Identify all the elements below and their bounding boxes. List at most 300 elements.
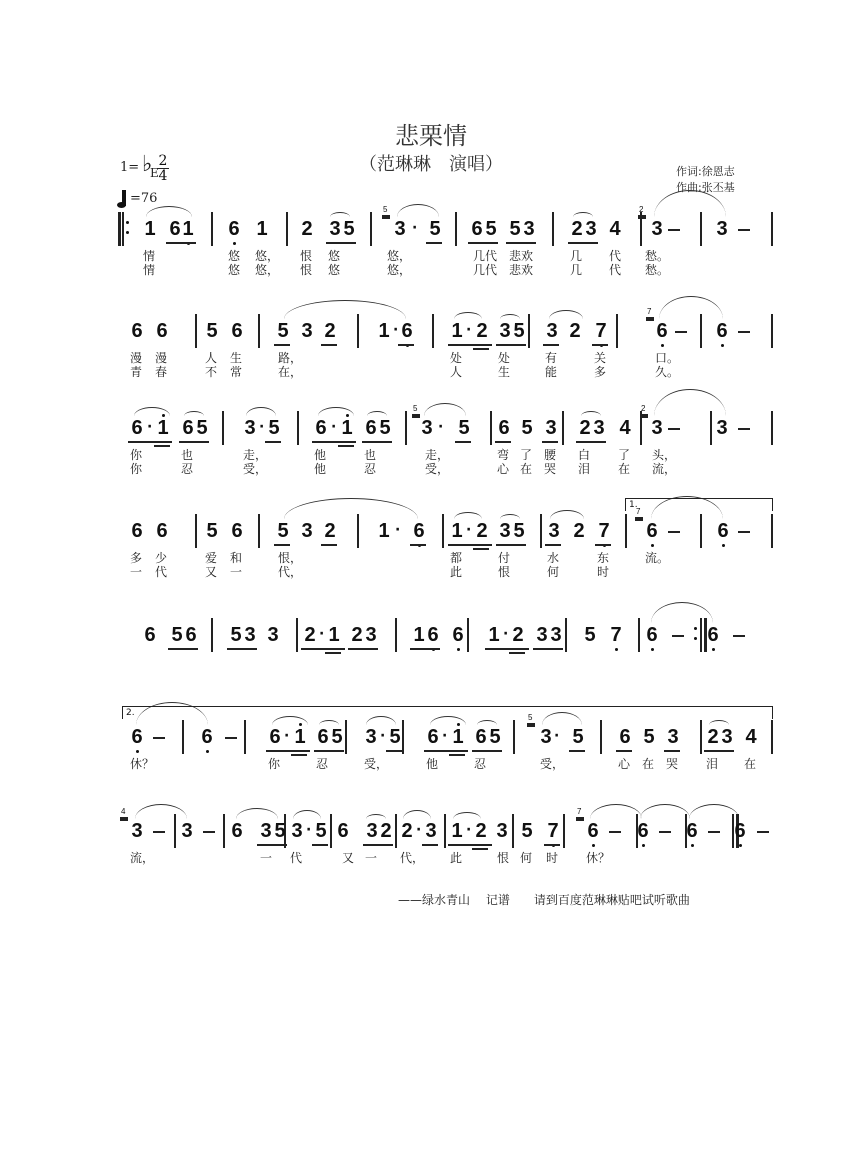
note: 7 (595, 320, 607, 342)
note: 4 (745, 726, 757, 748)
note: 5 (315, 820, 327, 842)
quarter-note-icon (122, 190, 126, 206)
lyric-syllable: 愁。 (645, 249, 670, 263)
beat-underline (348, 648, 378, 650)
lyric-syllable: 代 (155, 565, 168, 579)
note: 1 (451, 820, 463, 842)
slur-arc (550, 510, 584, 519)
beat-underline (410, 544, 426, 546)
note: 5 (274, 820, 286, 842)
sustain-dash (659, 831, 671, 833)
lyric-syllable: 口。 (655, 351, 680, 365)
sustain-dash (668, 428, 680, 430)
note: 3 (244, 417, 256, 439)
note: 2 (476, 320, 488, 342)
slur-arc (709, 720, 729, 725)
volta-label: 2. (126, 708, 135, 718)
lyric-syllable: 泪 (706, 757, 719, 771)
lyric-syllable: 处 (498, 351, 511, 365)
slur-arc (654, 389, 726, 416)
slur-arc (330, 212, 350, 217)
barline (395, 814, 397, 848)
augmentation-dot: · (380, 728, 386, 744)
note: 5 (513, 320, 525, 342)
beat-underline (473, 348, 489, 350)
augmentation-dot: · (554, 728, 560, 744)
lyric-syllable: 漫 (155, 351, 168, 365)
beat-underline (543, 344, 559, 346)
barline (195, 514, 197, 548)
note: 6 (475, 726, 487, 748)
lyric-syllable: 多 (130, 551, 143, 565)
transcriber-note: ——绿水青山 记谱 请到百度范琳琳贴吧试听歌曲 (398, 893, 690, 907)
augmentation-dot: · (503, 626, 509, 642)
time-signature (157, 154, 169, 183)
sustain-dash (757, 831, 769, 833)
sustain-dash (668, 531, 680, 533)
note: 3 (667, 726, 679, 748)
note: 5 (429, 218, 441, 240)
sustain-dash (738, 428, 750, 430)
lyric-syllable: 悲欢 (509, 249, 534, 263)
note: 3 (523, 218, 535, 240)
lyric-syllable: 悠， (387, 263, 412, 277)
lyric-syllable: 东 (597, 551, 610, 565)
slur-arc (184, 411, 204, 416)
lyric-syllable: 腰 (544, 448, 557, 462)
note: 6 (144, 624, 156, 646)
beat-underline (455, 441, 471, 443)
barline (771, 514, 773, 548)
note: 6 (587, 820, 599, 842)
note: 1 (488, 624, 500, 646)
lyric-syllable: 在 (744, 757, 757, 771)
beat-underline (485, 648, 529, 650)
slur-arc (284, 300, 406, 319)
note: 3 (301, 320, 313, 342)
score-row (0, 404, 862, 477)
key-signature (120, 152, 159, 180)
note: 6 (315, 417, 327, 439)
beat-underline (472, 750, 502, 752)
slur-arc (403, 810, 431, 819)
slur-arc (246, 407, 276, 416)
note: 2 (579, 417, 591, 439)
barline (771, 314, 773, 348)
note: 2 (301, 218, 313, 240)
note: 6 (131, 520, 143, 542)
note: 3 (545, 417, 557, 439)
note: 3 (301, 520, 313, 542)
slur-arc (454, 512, 482, 519)
sustain-dash (153, 737, 165, 739)
note: 6 (185, 624, 197, 646)
lyric-syllable: 代， (278, 565, 303, 579)
barline (771, 212, 773, 246)
beat-underline (265, 441, 281, 443)
grace-note: 5 (413, 404, 418, 413)
barline (258, 314, 260, 348)
note: 4 (619, 417, 631, 439)
slur-arc (397, 204, 439, 217)
lyric-syllable: 一 (130, 565, 143, 579)
slur-arc (640, 804, 690, 819)
beat-underline (257, 844, 287, 846)
beat-underline (386, 750, 402, 752)
lyric-syllable: 漫 (130, 351, 143, 365)
barline (330, 814, 332, 848)
beat-underline (569, 750, 585, 752)
note: 5 (485, 218, 497, 240)
note: 6 (656, 320, 668, 342)
note: 6 (365, 417, 377, 439)
score-row (0, 500, 862, 580)
augmentation-dot: · (395, 522, 401, 538)
slur-arc (366, 814, 386, 819)
augmentation-dot: · (393, 322, 399, 338)
barline (625, 514, 627, 548)
grace-underline (412, 416, 420, 418)
grace-note: 5 (383, 205, 388, 214)
note: 6 (169, 218, 181, 240)
augmentation-dot: · (259, 419, 265, 435)
beat-underline (312, 441, 356, 443)
sustain-dash (153, 831, 165, 833)
note: 5 (331, 726, 343, 748)
lyric-syllable: 恨 (300, 263, 313, 277)
beat-underline (166, 242, 196, 244)
note: 6 (228, 218, 240, 240)
lyric-syllable: 又 (205, 565, 218, 579)
lyric-syllable: 代 (609, 249, 622, 263)
note: 1 (452, 726, 464, 748)
note: 3 (716, 417, 728, 439)
barline (616, 314, 618, 348)
note: 3 (593, 417, 605, 439)
note: 7 (598, 520, 610, 542)
lyric-syllable: 几 (570, 263, 583, 277)
note: 5 (206, 520, 218, 542)
lyric-syllable: 不 (205, 365, 218, 379)
slur-arc (146, 206, 192, 217)
lyric-syllable: 水 (547, 551, 560, 565)
lyric-syllable: 几代 (473, 263, 498, 277)
lyric-syllable: 弯 (497, 448, 510, 462)
lyric-syllable: 走， (425, 448, 450, 462)
sustain-dash (672, 635, 684, 637)
barline (297, 411, 299, 445)
note: 6 (427, 624, 439, 646)
note: 6 (131, 417, 143, 439)
composer-credit: 作曲:张丕基 (676, 181, 735, 194)
barline (357, 314, 359, 348)
beat-underline (448, 844, 492, 846)
beat-underline (363, 844, 393, 846)
slur-arc (500, 514, 520, 519)
barline (222, 411, 224, 445)
note: 3 (131, 820, 143, 842)
beat-underline (312, 844, 328, 846)
note: 5 (206, 320, 218, 342)
grace-note: 2 (641, 404, 646, 413)
beat-underline (321, 344, 337, 346)
note: 6 (413, 520, 425, 542)
beat-underline (325, 652, 341, 654)
grace-underline (638, 217, 646, 219)
lyric-syllable: 忍 (474, 757, 487, 771)
slur-arc (134, 407, 170, 416)
lyric-syllable: 也 (364, 448, 377, 462)
lyric-syllable: 恨 (498, 565, 511, 579)
note: 1 (378, 520, 390, 542)
note: 3 (496, 820, 508, 842)
barline (286, 212, 288, 246)
note: 2 (707, 726, 719, 748)
beat-underline (592, 344, 608, 346)
barline (700, 212, 702, 246)
beat-underline (704, 750, 734, 752)
lyric-syllable: 此 (450, 851, 463, 865)
note: 3 (548, 520, 560, 542)
lyric-syllable: 愁。 (645, 263, 670, 277)
beat-underline (616, 750, 632, 752)
barline (700, 720, 702, 754)
barline (444, 814, 446, 848)
grace-underline (640, 416, 648, 418)
lyric-syllable: 恨 (300, 249, 313, 263)
barline (258, 514, 260, 548)
note: 3 (267, 624, 279, 646)
lyric-syllable: 代， (400, 851, 425, 865)
sustain-dash (203, 831, 215, 833)
barline (402, 720, 404, 754)
barline (370, 212, 372, 246)
lyric-syllable: 生 (498, 365, 511, 379)
note: 1 (451, 320, 463, 342)
note: 6 (131, 320, 143, 342)
note: 6 (637, 820, 649, 842)
note: 6 (734, 820, 746, 842)
note: 5 (458, 417, 470, 439)
grace-note: 7 (647, 307, 652, 316)
beat-underline (506, 242, 536, 244)
note: 5 (521, 417, 533, 439)
beat-underline (496, 544, 526, 546)
beat-underline (545, 544, 561, 546)
lyric-syllable: 受， (425, 462, 450, 476)
barline (174, 814, 176, 848)
beat-underline (448, 344, 492, 346)
note: 5 (513, 520, 525, 542)
slur-arc (293, 810, 321, 819)
note: 6 (156, 520, 168, 542)
grace-underline (646, 319, 654, 321)
sustain-dash (708, 831, 720, 833)
lyric-syllable: 受， (364, 757, 389, 771)
lyric-syllable: 多 (594, 365, 607, 379)
lyric-syllable: 悠 (228, 249, 241, 263)
beat-underline (410, 648, 440, 650)
barline (296, 618, 298, 652)
note: 3 (540, 726, 552, 748)
grace-note: 5 (528, 713, 533, 722)
tempo-value: =76 (130, 191, 158, 206)
tempo-marking (122, 190, 157, 206)
grace-note: 4 (121, 807, 126, 816)
lyric-syllable: 他 (314, 448, 327, 462)
barline (244, 720, 246, 754)
note: 2 (569, 320, 581, 342)
note: 2 (573, 520, 585, 542)
augmentation-dot: · (466, 522, 472, 538)
key-name: E (150, 166, 159, 180)
note: 7 (610, 624, 622, 646)
note: 6 (401, 320, 413, 342)
beat-underline (576, 441, 606, 443)
beat-underline (301, 648, 345, 650)
beat-underline (362, 441, 392, 443)
barline (211, 212, 213, 246)
sustain-dash (733, 635, 745, 637)
lyric-syllable: 休？ (130, 757, 155, 771)
beat-underline (274, 544, 290, 546)
barline (122, 212, 124, 246)
note: 5 (343, 218, 355, 240)
sustain-dash (225, 737, 237, 739)
note: 3 (550, 624, 562, 646)
slur-arc (318, 407, 354, 416)
lyric-syllable: 他 (426, 757, 439, 771)
beat-underline (542, 441, 558, 443)
lyric-syllable: 悠， (255, 249, 280, 263)
beat-underline (568, 242, 598, 244)
lyric-syllable: 了 (520, 448, 533, 462)
score-row (0, 708, 862, 786)
barline (490, 411, 492, 445)
note: 3 (585, 218, 597, 240)
lyric-syllable: 生 (230, 351, 243, 365)
lyric-syllable: 流， (130, 851, 155, 865)
grace-underline (382, 217, 390, 219)
note: 5 (171, 624, 183, 646)
note: 1 (294, 726, 306, 748)
note: 2 (571, 218, 583, 240)
beat-underline (179, 441, 209, 443)
grace-underline (635, 519, 643, 521)
barline (513, 720, 515, 754)
beat-underline (496, 344, 526, 346)
note: 3 (721, 726, 733, 748)
lyric-syllable: 付 (498, 551, 511, 565)
barline (395, 618, 397, 652)
note: 5 (509, 218, 521, 240)
lyric-syllable: 受， (540, 757, 565, 771)
note: 5 (521, 820, 533, 842)
lyric-syllable: 何 (547, 565, 560, 579)
note: 1 (378, 320, 390, 342)
beat-underline (544, 844, 560, 846)
note: 6 (471, 218, 483, 240)
beat-underline (424, 750, 468, 752)
barline (467, 618, 469, 652)
note: 6 (716, 320, 728, 342)
lyric-syllable: 哭 (544, 462, 557, 476)
barline (700, 618, 702, 652)
note: 5 (268, 417, 280, 439)
augmentation-dot: · (147, 419, 153, 435)
note: 3 (499, 520, 511, 542)
note: 3 (366, 820, 378, 842)
note: 3 (394, 218, 406, 240)
note: 3 (244, 624, 256, 646)
barline (442, 514, 444, 548)
sustain-dash (738, 229, 750, 231)
lyric-syllable: 一 (230, 565, 243, 579)
lyric-syllable: 在 (642, 757, 655, 771)
sustain-dash (609, 831, 621, 833)
lyric-syllable: 忍 (316, 757, 329, 771)
note: 6 (707, 624, 719, 646)
beat-underline (472, 848, 488, 850)
note: 5 (389, 726, 401, 748)
barline (710, 411, 712, 445)
barline (565, 618, 567, 652)
lyric-syllable: 代 (609, 263, 622, 277)
slur-arc (651, 602, 713, 623)
lyric-syllable: 常 (230, 365, 243, 379)
start-barline (118, 212, 121, 246)
note: 2 (512, 624, 524, 646)
lyric-syllable: 悲欢 (509, 263, 534, 277)
beat-underline (495, 441, 511, 443)
slur-arc (590, 804, 642, 819)
note: 3 (425, 820, 437, 842)
sustain-dash (738, 331, 750, 333)
beat-underline (321, 544, 337, 546)
note: 1 (157, 417, 169, 439)
slur-arc (284, 498, 418, 519)
lyric-syllable: 泪 (578, 462, 591, 476)
repeat-end-dots (694, 620, 698, 650)
grace-note: 7 (636, 507, 641, 516)
note: 6 (686, 820, 698, 842)
lyric-syllable: 流。 (645, 551, 670, 565)
beat-underline (448, 544, 492, 546)
lyric-syllable: 关 (594, 351, 607, 365)
lyric-syllable: 了 (618, 448, 631, 462)
note: 1 (341, 417, 353, 439)
lyric-syllable: 时 (597, 565, 610, 579)
slur-arc (236, 808, 278, 819)
note: 5 (572, 726, 584, 748)
beat-underline (422, 844, 438, 846)
lyric-syllable: 一 (365, 851, 378, 865)
slur-arc (581, 411, 601, 416)
augmentation-dot: · (438, 419, 444, 435)
grace-underline (576, 819, 584, 821)
barline (540, 514, 542, 548)
note: 1 (413, 624, 425, 646)
lyric-syllable: 几代 (473, 249, 498, 263)
note: 1 (182, 218, 194, 240)
barline (528, 314, 530, 348)
slur-arc (549, 310, 583, 319)
note: 2 (351, 624, 363, 646)
beat-underline (664, 750, 680, 752)
volta-bracket (625, 498, 773, 511)
beat-underline (533, 648, 563, 650)
note: 6 (156, 320, 168, 342)
